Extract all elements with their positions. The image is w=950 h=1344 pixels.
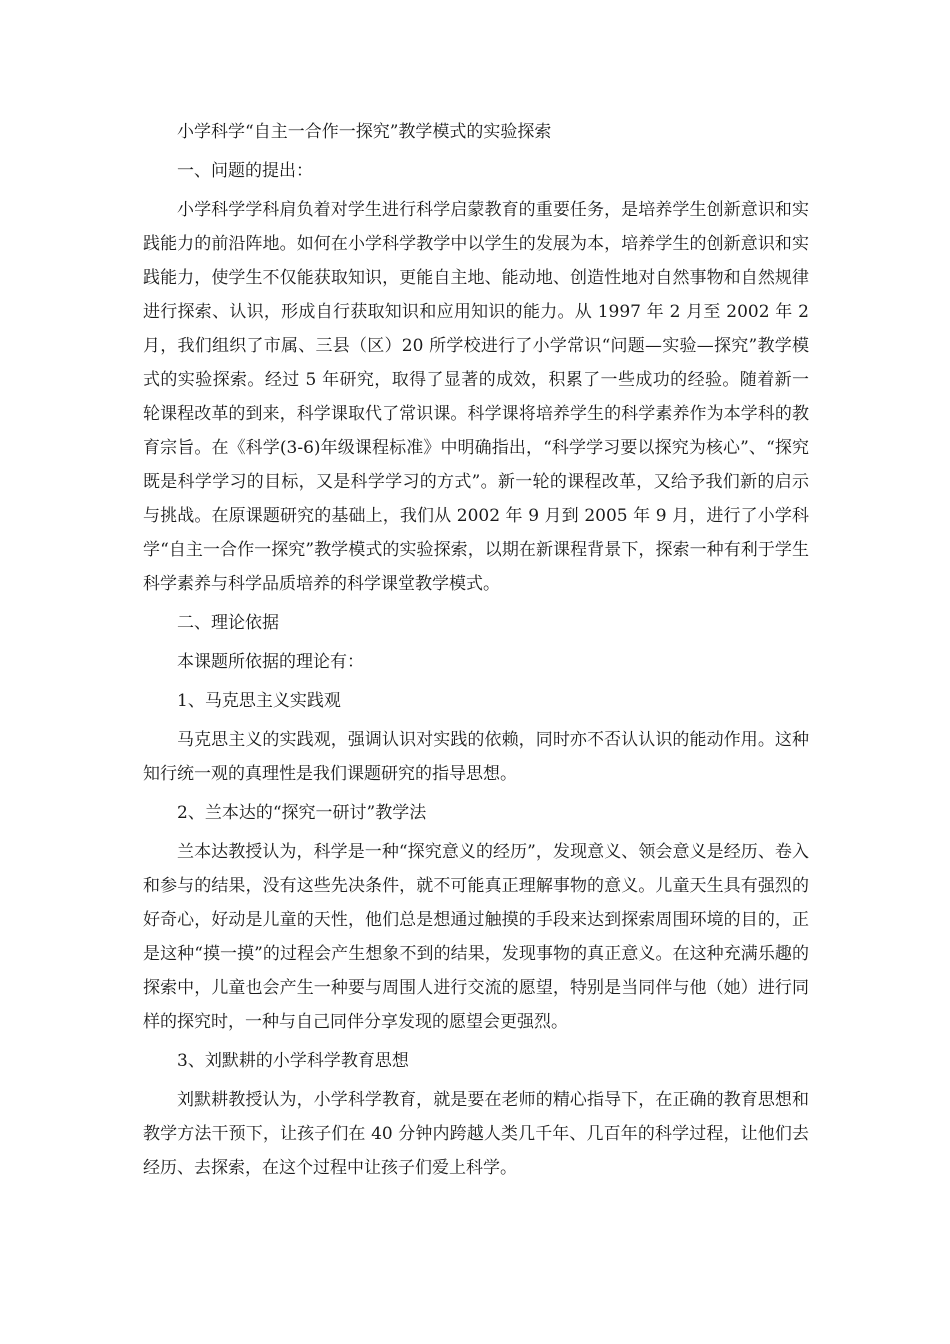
paragraph-problem: 小学科学学科肩负着对学生进行科学启蒙教育的重要任务，是培养学生创新意识和实践能力的前沿阵地。如何在小学科学教学中以学生的发展为本，培养学生的创新意识和实践能力，使学生不仅能获取知识，更能自主地、能动地、创造性地对自然事物和自然规律进行探索、认识，形成自行获取知识和应用知识的能力。从 1997 年 2 月至 2002 年 2 月，我们组织了市属、三县（区）20 所学校进行了小学常识“问题—实验—探究”教学模式的实验探索。经过 5 年研究，取得了显著的成效，积累了一些成功的经验。随着新一轮课程改革的到来，科学课取代了常识课。科学课将培养学生的科学素养作为本学科的教育宗旨。在《科学(3-6)年级课程标准》中明确指出，“科学学习要以探究为核心”、“探究既是科学学习的目标，又是科学学习的方式”。新一轮的课程改革，又给予我们新的启示与挑战。在原课题研究的基础上，我们从 2002 年 9 月到 2005 年 9 月，进行了小学科学“自主一合作一探究”教学模式的实验探索，以期在新课程背景下，探索一种有利于学生科学素养与科学品质培养的科学课堂教学模式。 bbox=[143, 200, 809, 594]
paragraph-liumogeng: 刘默耕教授认为，小学科学教育，就是要在老师的精心指导下，在正确的教育思想和教学方法干预下，让孩子们在 40 分钟内跨越人类几千年、几百年的科学过程，让他们去经历、去探索，在这个过程中让孩子们爱上科学。 bbox=[143, 1090, 809, 1178]
paragraph-theory-intro: 本课题所依据的理论有： bbox=[177, 652, 364, 672]
document-title: 小学科学“自主一合作一探究”教学模式的实验探索 bbox=[177, 122, 552, 142]
section-heading-theory: 二、理论依据 bbox=[177, 613, 279, 633]
paragraph-marxism: 马克思主义的实践观，强调认识对实践的依赖，同时亦不否认认识的能动作用。这种知行统一观的真理性是我们课题研究的指导思想。 bbox=[143, 730, 809, 784]
document-body bbox=[143, 115, 809, 1190]
section-heading-problem: 一、问题的提出： bbox=[177, 161, 313, 181]
subheading-lanbenda: 2、兰本达的“探究一研讨”教学法 bbox=[177, 803, 427, 823]
subheading-marxism: 1、马克思主义实践观 bbox=[177, 691, 341, 711]
subheading-liumogeng: 3、刘默耕的小学科学教育思想 bbox=[177, 1051, 409, 1071]
paragraph-lanbenda: 兰本达教授认为，科学是一种“探究意义的经历”，发现意义、领会意义是经历、卷入和参与的结果，没有这些先决条件，就不可能真正理解事物的意义。儿童天生具有强烈的好奇心，好动是儿童的天性，他们总是想通过触摸的手段来达到探索周围环境的目的，正是这种“摸一摸”的过程会产生想象不到的结果，发现事物的真正意义。在这种充满乐趣的探索中，儿童也会产生一种要与周围人进行交流的愿望，特别是当同伴与他（她）进行同样的探究时，一种与自己同伴分享发现的愿望会更强烈。 bbox=[143, 842, 809, 1032]
